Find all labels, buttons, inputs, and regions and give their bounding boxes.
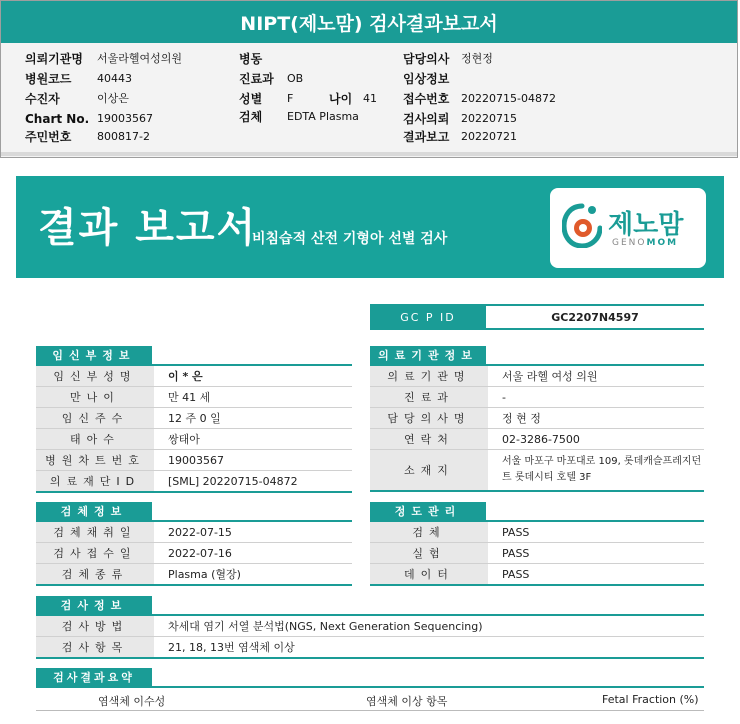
section-institution-heading: 의료기관정보 [370, 346, 486, 364]
header-field-chart-no: Chart No. 19003567 [25, 112, 153, 126]
gcpid-label: GC P ID [370, 306, 486, 328]
header-divider [1, 152, 737, 156]
header-field-patient: 수진자 이상은 [25, 92, 129, 106]
table-row: 검사방법 차세대 염기 서열 분석법(NGS, Next Generation Sequencing) [36, 616, 704, 637]
summary-col-aneuploidy: 염색체 이수성 [98, 695, 166, 708]
result-banner [16, 176, 724, 278]
header-field-doctor: 담당의사 정현정 [403, 52, 493, 66]
report-header [0, 0, 738, 158]
table-row: 병원차트번호 19003567 [36, 450, 352, 471]
table-row: 검체종류 Plasma (혈장) [36, 564, 352, 586]
section-pregnant-heading: 임신부정보 [36, 346, 152, 364]
gcpid-value: GC2207N4597 [551, 310, 639, 324]
table-row: 의료기관명 서울 라헬 여성 의원 [370, 366, 704, 387]
banner-subtitle: 비침습적 산전 기형아 선별 검사 [252, 231, 448, 247]
table-row: 소재지 서울 마포구 마포대로 109, 롯데캐슬프레지던트 롯데시티 호텔 3F [370, 450, 704, 492]
section-summary-heading: 검사결과요약 [36, 668, 152, 686]
genomom-logo [550, 188, 706, 268]
header-field-age: 나이 41 [329, 92, 377, 106]
header-field-resident-no: 주민번호 800817-2 [25, 130, 150, 144]
summary-col-fetal-fraction: Fetal Fraction (%) [602, 693, 699, 706]
table-row: 연락처 02-3286-7500 [370, 429, 704, 450]
gcpid-row [370, 304, 704, 330]
header-field-clinical-info: 임상정보 [403, 72, 450, 86]
table-row: 데이터 PASS [370, 564, 704, 586]
table-row: 담당의사명 정 현 정 [370, 408, 704, 429]
table-row: 임신주수 12 주 0 일 [36, 408, 352, 429]
table-row: 태아수 쌍태아 [36, 429, 352, 450]
table-row: 검체 PASS [370, 522, 704, 543]
table-row: 검사접수일 2022-07-16 [36, 543, 352, 564]
header-field-ward: 병동 [239, 52, 263, 66]
section-qc-heading: 정도관리 [370, 502, 486, 520]
header-field-department: 진료과 OB [239, 72, 304, 86]
header-field-report-date: 결과보고 20220721 [403, 130, 517, 144]
banner-title: 결과 보고서 [38, 205, 258, 251]
header-field-institution: 의뢰기관명 서울라헬여성의원 [25, 52, 183, 66]
section-summary-line [36, 686, 704, 688]
header-field-hospital-code: 병원코드 40443 [25, 72, 132, 86]
table-row: 만나이 만 41 세 [36, 387, 352, 408]
logo-subtext: GENOMOM [612, 238, 679, 248]
header-field-receipt-no: 접수번호 20220715-04872 [403, 92, 556, 106]
genomom-mark-icon [562, 202, 602, 248]
logo-text: 제노맘 [608, 210, 684, 240]
table-row: 검체채취일 2022-07-15 [36, 522, 352, 543]
section-specimen-heading: 검체정보 [36, 502, 152, 520]
header-field-specimen: 검체 EDTA Plasma [239, 110, 359, 124]
table-row: 의료재단ID [SML] 20220715-04872 [36, 471, 352, 493]
summary-header-row [36, 690, 704, 711]
table-row: 임신부성명 이 * 은 [36, 366, 352, 387]
table-row: 실험 PASS [370, 543, 704, 564]
section-test-heading: 검사정보 [36, 596, 152, 614]
table-row: 진료과 - [370, 387, 704, 408]
report-header-title: NIPT(제노맘) 검사결과보고서 [1, 1, 737, 43]
header-field-sex: 성별 F [239, 92, 294, 106]
table-row: 검사항목 21, 18, 13번 염색체 이상 [36, 637, 704, 659]
header-field-request-date: 검사의뢰 20220715 [403, 112, 517, 126]
summary-col-abnormal-items: 염색체 이상 항목 [366, 695, 448, 708]
